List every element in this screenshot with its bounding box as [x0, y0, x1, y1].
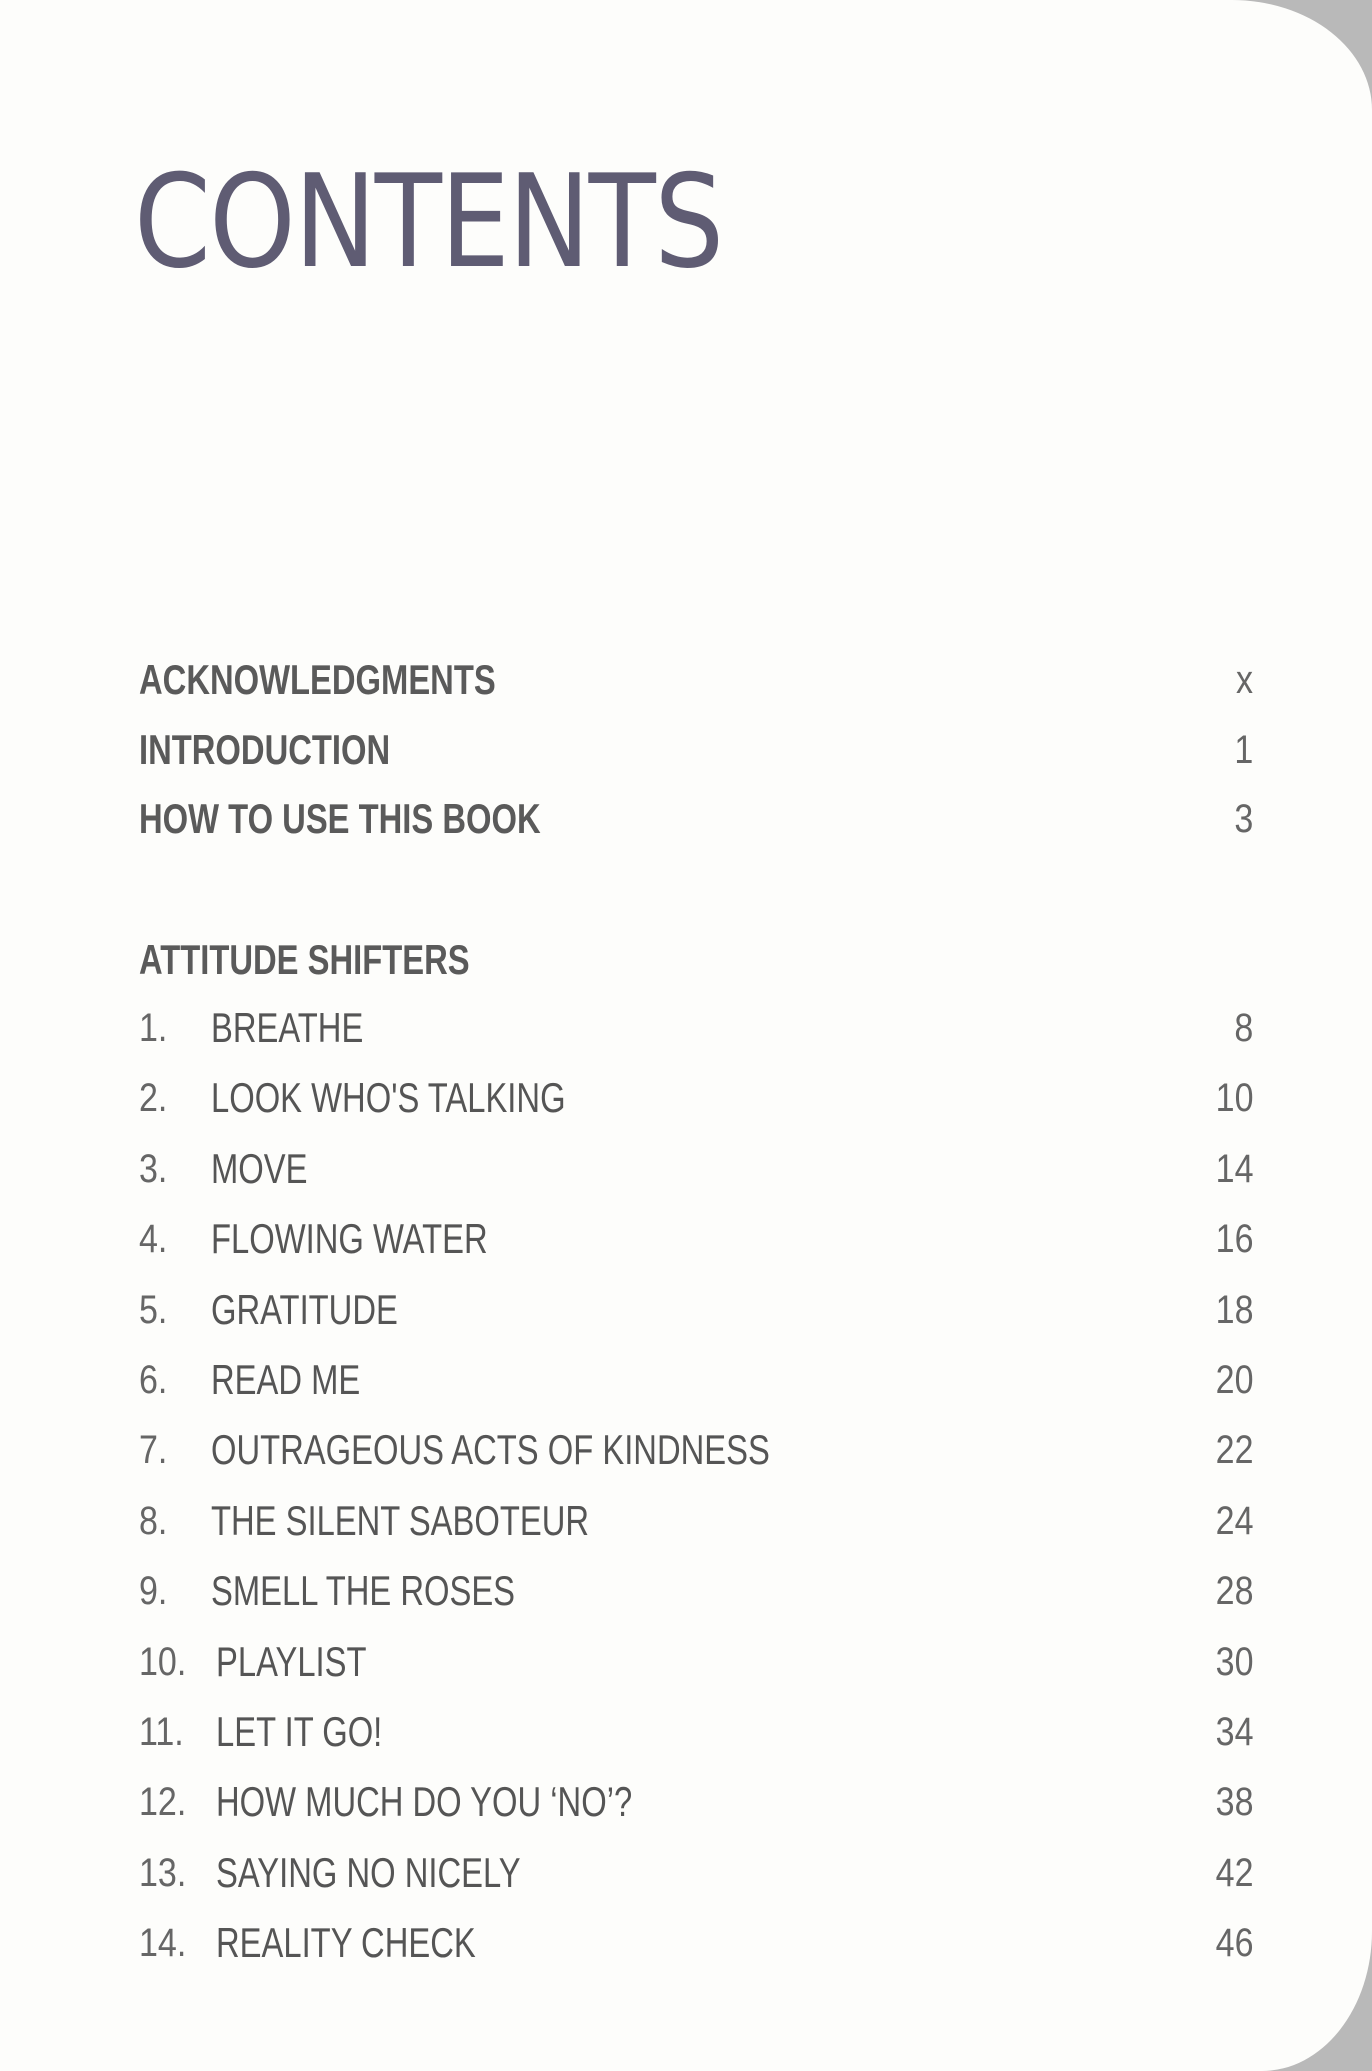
toc-item-page: 16 [1215, 1217, 1253, 1262]
toc-item-page: 28 [1215, 1569, 1253, 1614]
toc-item[interactable] [0, 1068, 1372, 1128]
toc-item-label: REALITY CHECK [216, 1919, 476, 1967]
toc-entry[interactable] [0, 789, 1372, 849]
toc-item-page: 24 [1215, 1498, 1253, 1543]
toc-item-label: SAYING NO NICELY [216, 1848, 521, 1896]
toc-item-number: 4. [139, 1217, 168, 1262]
toc-item[interactable] [0, 1913, 1372, 1973]
toc-item[interactable] [0, 1702, 1372, 1762]
toc-entry-label: ACKNOWLEDGMENTS [139, 656, 496, 703]
toc-entry[interactable] [0, 720, 1372, 780]
toc-item[interactable] [0, 1772, 1372, 1832]
toc-item-number: 9. [139, 1569, 168, 1614]
toc-item-page: 38 [1215, 1780, 1253, 1825]
toc-item-label: MOVE [211, 1144, 308, 1192]
toc-item-label: SMELL THE ROSES [211, 1567, 516, 1615]
toc-item-label: BREATHE [211, 1004, 364, 1051]
toc-item-page: 46 [1215, 1921, 1253, 1966]
toc-item-number: 11. [139, 1710, 184, 1754]
toc-item-label: PLAYLIST [216, 1637, 367, 1685]
toc-entry-page: 1 [1234, 728, 1253, 772]
toc-item-number: 7. [139, 1428, 168, 1473]
toc-item-number: 12. [139, 1780, 187, 1825]
toc-item[interactable] [0, 1209, 1372, 1269]
toc-entry-label: INTRODUCTION [139, 726, 391, 773]
toc-item-page: 10 [1215, 1076, 1253, 1121]
toc-item-number: 10. [139, 1639, 187, 1684]
toc-item-number: 1. [139, 1006, 168, 1050]
toc-item-label: GRATITUDE [211, 1285, 398, 1333]
toc-item-label: FLOWING WATER [211, 1215, 488, 1263]
toc-item-number: 3. [139, 1146, 168, 1191]
toc-item-number: 5. [139, 1287, 168, 1332]
toc-item-label: HOW MUCH DO YOU ‘NO’? [216, 1778, 633, 1826]
toc-item-page: 30 [1215, 1639, 1253, 1684]
toc-item[interactable] [0, 1491, 1372, 1551]
toc-entry-label: HOW TO USE THIS BOOK [139, 795, 541, 842]
toc-entry[interactable] [0, 650, 1372, 710]
toc-item[interactable] [0, 1561, 1372, 1621]
toc-item-page: 14 [1215, 1146, 1253, 1191]
toc-item-page: 18 [1215, 1287, 1253, 1332]
toc-entry-page: 3 [1234, 797, 1253, 841]
toc-item[interactable] [0, 1139, 1372, 1199]
toc-item-page: 20 [1215, 1358, 1253, 1402]
toc-item-number: 8. [139, 1498, 168, 1543]
toc-item-number: 6. [139, 1358, 168, 1402]
toc-item-label: LET IT GO! [216, 1708, 383, 1755]
page-title: CONTENTS [134, 148, 723, 297]
toc-entry-page: x [1236, 658, 1253, 702]
toc-item-page: 22 [1215, 1428, 1253, 1473]
toc-item[interactable] [0, 1420, 1372, 1480]
toc-item-number: 14. [139, 1921, 187, 1966]
toc-item-label: THE SILENT SABOTEUR [211, 1496, 590, 1544]
toc-item[interactable] [0, 1632, 1372, 1692]
toc-item[interactable] [0, 1350, 1372, 1410]
toc-item-label: LOOK WHO'S TALKING [211, 1074, 566, 1122]
toc-item-page: 34 [1215, 1710, 1253, 1754]
section-heading-row [0, 930, 1372, 990]
toc-item[interactable] [0, 1843, 1372, 1903]
toc-item-label: READ ME [211, 1356, 361, 1403]
toc-item[interactable] [0, 998, 1372, 1058]
toc-item-label: OUTRAGEOUS ACTS OF KINDNESS [211, 1426, 770, 1474]
toc-item-page: 42 [1215, 1850, 1253, 1895]
section-heading: ATTITUDE SHIFTERS [139, 936, 470, 983]
toc-item-page: 8 [1234, 1006, 1253, 1050]
toc-item-number: 13. [139, 1850, 187, 1895]
toc-item-number: 2. [139, 1076, 168, 1121]
toc-item[interactable] [0, 1280, 1372, 1340]
